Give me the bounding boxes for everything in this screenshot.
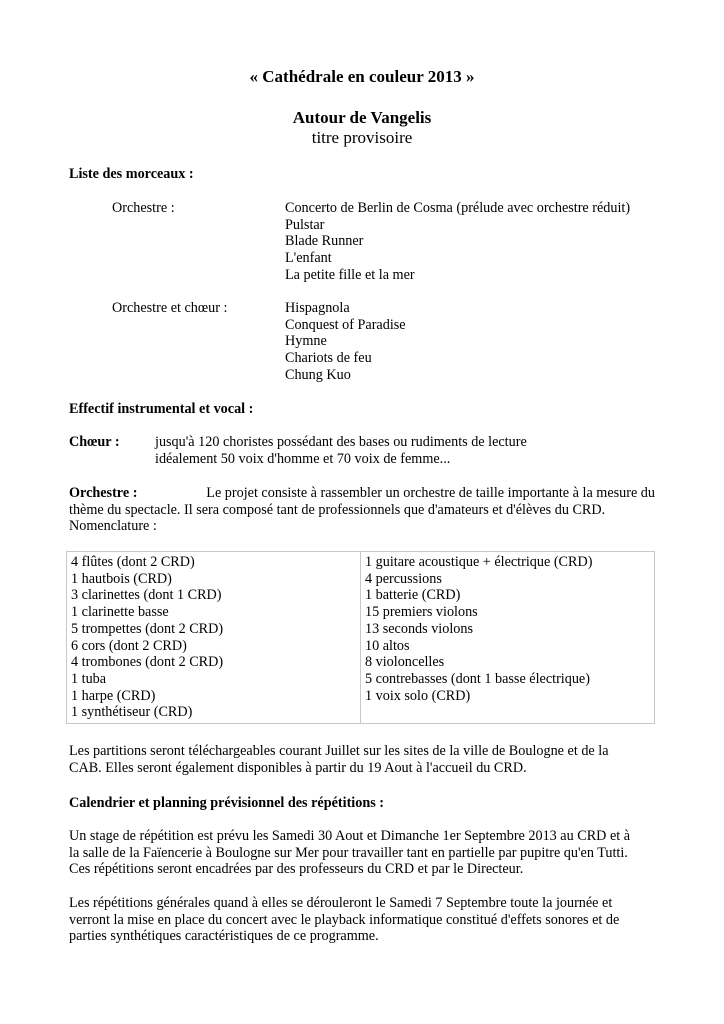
partitions-paragraph	[69, 743, 655, 776]
list-item: Chariots de feu	[285, 350, 372, 367]
table-cell: 1 hautbois (CRD)	[71, 570, 172, 587]
section-heading-calendrier: Calendrier et planning prévisionnel des répétitions :	[69, 795, 385, 811]
orchestre-paragraph-label: Orchestre :	[69, 485, 138, 501]
table-cell: 1 voix solo (CRD)	[365, 687, 471, 704]
table-cell: 10 altos	[365, 637, 410, 654]
table-cell: 4 percussions	[365, 570, 442, 587]
list-item: Pulstar	[285, 216, 325, 233]
instrument-table	[66, 551, 655, 724]
generales-paragraph	[69, 895, 655, 945]
table-cell: 1 tuba	[71, 670, 107, 687]
stage-line-2: la salle de la Faïencerie à Boulogne sur Mer pour travailler tant en partielle par pupitre qu'en Tutti.	[69, 844, 628, 861]
choeur-line-1: jusqu'à 120 choristes possédant des bases ou rudiments de lecture	[155, 434, 527, 450]
section-heading-effectif: Effectif instrumental et vocal :	[69, 401, 254, 417]
table-cell: 1 clarinette basse	[71, 604, 169, 621]
table-cell: 5 trompettes (dont 2 CRD)	[71, 620, 224, 637]
list-item: Hymne	[285, 333, 327, 350]
instrument-column-left	[67, 552, 361, 724]
list-item: Chung Kuo	[285, 366, 351, 383]
table-cell: 3 clarinettes (dont 1 CRD)	[71, 587, 222, 604]
document-title: « Cathédrale en couleur 2013 »	[249, 67, 475, 86]
orchestre-paragraph-line-1: Le projet consiste à rassembler un orchestre de taille importante à la mesure du	[206, 485, 655, 501]
generales-line-3: parties synthétiques caractéristiques de ce programme.	[69, 928, 379, 945]
choeur-line-2: idéalement 50 voix d'homme et 70 voix de femme...	[155, 451, 451, 467]
partitions-line-2: CAB. Elles seront également disponibles à partir du 19 Aout à l'accueil du CRD.	[69, 759, 527, 776]
partitions-line-1: Les partitions seront téléchargeables courant Juillet sur les sites de la ville de Boulogne et de la	[69, 743, 609, 759]
list-item: Conquest of Paradise	[285, 316, 406, 333]
table-cell: 1 harpe (CRD)	[71, 687, 156, 704]
table-cell: 5 contrebasses (dont 1 basse électrique)	[365, 670, 590, 687]
list-item: La petite fille et la mer	[285, 266, 415, 283]
orchestre-choeur-pieces-list	[285, 300, 406, 384]
stage-paragraph	[69, 828, 655, 878]
table-cell: 1 synthétiseur (CRD)	[71, 704, 193, 721]
instrument-column-right	[361, 552, 655, 724]
orchestre-choeur-label: Orchestre et chœur :	[112, 300, 228, 316]
list-item: Concerto de Berlin de Cosma (prélude avec orchestre réduit)	[285, 200, 631, 216]
list-item: Hispagnola	[285, 300, 350, 316]
orchestre-paragraph	[69, 485, 655, 535]
stage-line-1: Un stage de répétition est prévu les Samedi 30 Aout et Dimanche 1er Septembre 2013 au CRD et à	[69, 828, 631, 844]
table-cell: 4 trombones (dont 2 CRD)	[71, 654, 224, 671]
generales-line-1: Les répétitions générales quand à elles se dérouleront le Samedi 7 Septembre toute la journée et	[69, 895, 613, 911]
choeur-label: Chœur :	[69, 434, 120, 450]
stage-line-3: Ces répétitions seront encadrées par des professeurs du CRD et par le Directeur.	[69, 861, 524, 878]
orchestre-paragraph-line-2: thème du spectacle. Il sera composé tant de professionnels que d'amateurs et d'élèves du CRD.	[69, 501, 606, 518]
list-item: Blade Runner	[285, 233, 364, 250]
section-heading-pieces: Liste des morceaux :	[69, 166, 194, 182]
document-subtitle-provisional: titre provisoire	[311, 128, 413, 147]
table-cell: 1 guitare acoustique + électrique (CRD)	[365, 554, 593, 570]
orchestre-label: Orchestre :	[112, 200, 175, 216]
table-cell: 6 cors (dont 2 CRD)	[71, 637, 187, 654]
table-cell: 13 seconds violons	[365, 620, 473, 637]
orchestre-paragraph-line-3: Nomenclature :	[69, 518, 157, 535]
table-cell: 15 premiers violons	[365, 604, 478, 621]
list-item: L'enfant	[285, 250, 332, 267]
table-cell: 8 violoncelles	[365, 654, 445, 671]
table-cell: 4 flûtes (dont 2 CRD)	[71, 554, 195, 570]
table-cell: 1 batterie (CRD)	[365, 587, 461, 604]
generales-line-2: verront la mise en place du concert avec le playback informatique constitué d'effets sonores et de	[69, 911, 620, 928]
document-subtitle: Autour de Vangelis	[292, 108, 432, 127]
orchestre-pieces-list	[285, 200, 630, 284]
